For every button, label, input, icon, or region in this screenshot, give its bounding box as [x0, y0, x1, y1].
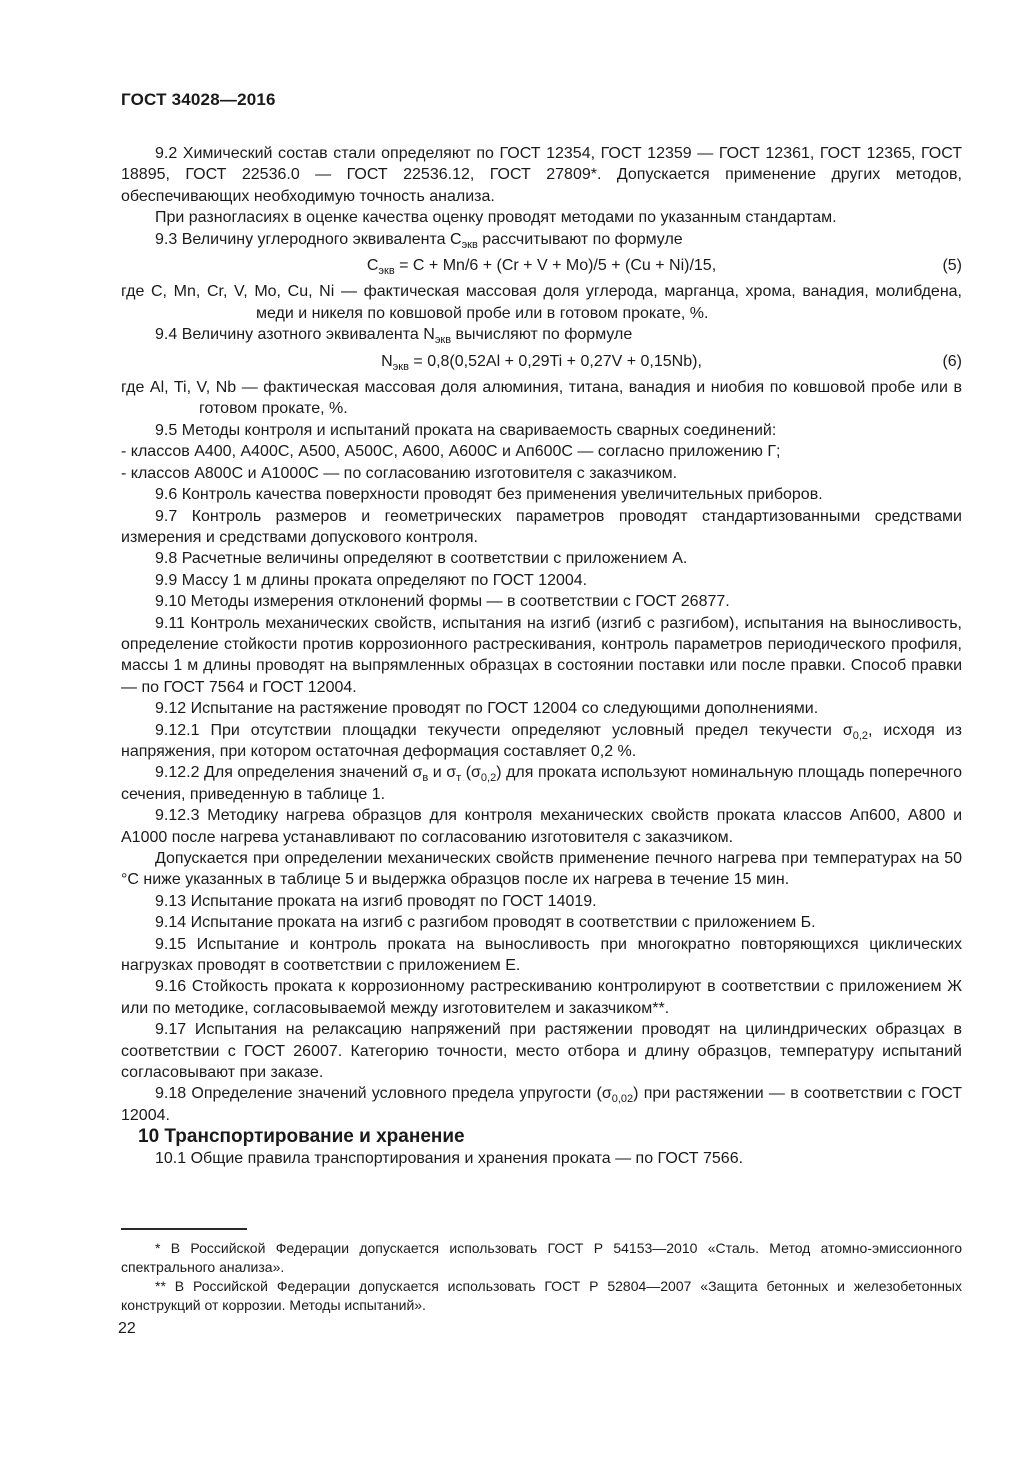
text-segment: рассчитывают по формуле [477, 230, 683, 248]
formula-5 [121, 255, 962, 276]
formula-5-number: (5) [942, 257, 962, 275]
text-segment: ) для проката используют номинальную площадь поперечного сечения, приведенную в таблице 1. [121, 764, 963, 803]
subscript: 0,02 [611, 1093, 634, 1106]
paragraph-9-17: 9.17 Испытания на релаксацию напряжений при растяжении проводят на цилиндрических образцах в соответствии с ГОСТ 26007. Категорию точности, место отбора и длину образцов, температуру испытаний согласовывают при заказе. [121, 1021, 962, 1082]
paragraph-9-12-1 [121, 720, 962, 763]
text-segment: , исходя из напряжения, при котором остаточная деформация составляет 0,2 %. [121, 721, 962, 760]
document-body [121, 143, 962, 1169]
paragraph-9-18 [121, 1083, 962, 1126]
footnote-separator [121, 1228, 247, 1230]
subscript: экв [434, 334, 452, 347]
formula-6 [121, 351, 962, 372]
formula-6-number: (6) [942, 352, 962, 370]
text-segment: 9.4 Величину азотного эквивалента N [155, 326, 435, 344]
text-segment: вычисляют по формуле [451, 326, 633, 344]
paragraph-9-9: 9.9 Массу 1 м длины проката определяют по ГОСТ 12004. [155, 571, 588, 589]
subscript: т [456, 772, 462, 785]
text-segment: (σ [461, 764, 481, 782]
formula-rhs: = 0,8(0,52Al + 0,29Ti + 0,27V + 0,15Nb), [408, 352, 702, 370]
paragraph-10-1: 10.1 Общие правила транспортирования и хранения проката — по ГОСТ 7566. [155, 1149, 744, 1167]
paragraph-9-12: 9.12 Испытание на растяжение проводят по ГОСТ 12004 со следующими дополнениями. [155, 700, 819, 718]
paragraph-where-al: где Al, Ti, V, Nb — фактическая массовая доля алюминия, титана, ванадия и ниобия по ковшовой пробе или в готовом прокате, %. [121, 379, 962, 418]
paragraph-where-c: где C, Mn, Cr, V, Mo, Cu, Ni — фактическая массовая доля углерода, марганца, хрома, ванадия, молибдена, меди и никеля по ковшовой пробе или в готовом прокате, %. [121, 283, 962, 322]
text-segment: 9.3 Величину углеродного эквивалента C [155, 230, 462, 248]
paragraph-9-11: 9.11 Контроль механических свойств, испытания на изгиб (изгиб с разгибом), испытания на выносливость, определение стойкости против коррозионного растрескивания, контроль параметров периодического профиля, массы 1 м длины проводят на выпрямленных образцах в состоянии поставки или после правки. Способ правки — по ГОСТ 7564 и ГОСТ 12004. [121, 614, 962, 696]
paragraph-9-12-2 [121, 762, 962, 805]
document-header: ГОСТ 34028—2016 [121, 90, 276, 109]
formula-lhs: C [366, 257, 379, 275]
page-number: 22 [118, 1320, 136, 1337]
paragraph-9-16: 9.16 Стойкость проката к коррозионному растрескиванию контролируют в соответствии с приложением Ж или по методике, согласовываемой между изготовителем и заказчиком**. [121, 978, 962, 1017]
formula-subscript: экв [378, 265, 395, 278]
paragraph-9-7: 9.7 Контроль размеров и геометрических параметров проводят стандартизованными средствами измерения и средствами допускового контроля. [121, 507, 962, 546]
paragraph-9-12-3: 9.12.3 Методику нагрева образцов для контроля механических свойств проката классов Ап600, А800 и А1000 после нагрева устанавливают по согласованию изготовителя с заказчиком. [121, 807, 962, 846]
paragraph-9-15: 9.15 Испытание и контроль проката на выносливость при многократно повторяющихся циклических нагрузках проводят в соответствии с приложением Е. [121, 935, 962, 975]
paragraph-disagreements: При разногласиях в оценке качества оценку проводят методами по указанным стандартам. [155, 209, 837, 227]
formula-lhs: N [381, 352, 393, 370]
list-item-classes-2: - классов А800С и А1000С — по согласованию изготовителя с заказчиком. [121, 464, 678, 482]
list-item-classes-1: - классов А400, А400С, А500, А500С, А600, А600С и Ап600С — согласно приложению Г; [121, 443, 781, 461]
paragraph-9-8: 9.8 Расчетные величины определяют в соответствии с приложением А. [155, 550, 688, 568]
text-segment: ) при растяжении — в соответствии с ГОСТ 12004. [121, 1085, 963, 1124]
paragraph-9-10: 9.10 Методы измерения отклонений формы — в соответствии с ГОСТ 26877. [155, 593, 730, 611]
text-segment: 9.18 Определение значений условного предела упругости (σ [155, 1085, 612, 1103]
formula-rhs: = C + Mn/6 + (Cr + V + Mo)/5 + (Cu + Ni)/15, [394, 257, 717, 275]
paragraph-9-3 [121, 229, 962, 250]
paragraph-9-14: 9.14 Испытание проката на изгиб с разгибом проводят в соответствии с приложением Б. [155, 914, 816, 932]
formula-subscript: экв [392, 360, 409, 373]
text-segment: 9.12.1 При отсутствии площадки текучести определяют условный предел текучести σ [155, 721, 853, 739]
text-segment: 9.12.2 Для определения значений σ [155, 764, 423, 782]
paragraph-allowed-heating: Допускается при определении механических свойств применение печного нагрева при температурах на 50 °С ниже указанных в таблице 5 и выдержка образцов после их нагрева в течение 15 мин. [121, 850, 962, 889]
footnote-2: ** В Российской Федерации допускается использовать ГОСТ Р 52804—2007 «Защита бетонных и железобетонных конструкций от коррозии. Методы испытаний». [121, 1278, 962, 1313]
subscript: 0,2 [480, 772, 497, 785]
subscript: 0,2 [852, 729, 869, 742]
text-segment: и σ [428, 764, 457, 782]
paragraph-9-13: 9.13 Испытание проката на изгиб проводят по ГОСТ 14019. [155, 892, 597, 910]
paragraph-9-5: 9.5 Методы контроля и испытаний проката на свариваемость сварных соединений: [155, 421, 777, 439]
paragraph-9-6: 9.6 Контроль качества поверхности проводят без применения увеличительных приборов. [155, 486, 823, 504]
subscript: экв [461, 238, 478, 251]
paragraph-9-2: 9.2 Химический состав стали определяют по ГОСТ 12354, ГОСТ 12359 — ГОСТ 12361, ГОСТ 12365, ГОСТ 18895, ГОСТ 22536.0 — ГОСТ 22536.12, ГОСТ 27809*. Допускается применение других методов, обеспечивающих необходимую точность анализа. [121, 145, 962, 205]
footnote-1: * В Российской Федерации допускается использовать ГОСТ Р 54153—2010 «Сталь. Метод атомно-эмиссионного спектрального анализа». [121, 1240, 962, 1275]
subscript: в [422, 772, 429, 785]
footnote-block [121, 1228, 962, 1315]
paragraph-9-4 [121, 324, 962, 345]
section-10-heading: 10 Транспортирование и хранение [138, 1126, 465, 1148]
